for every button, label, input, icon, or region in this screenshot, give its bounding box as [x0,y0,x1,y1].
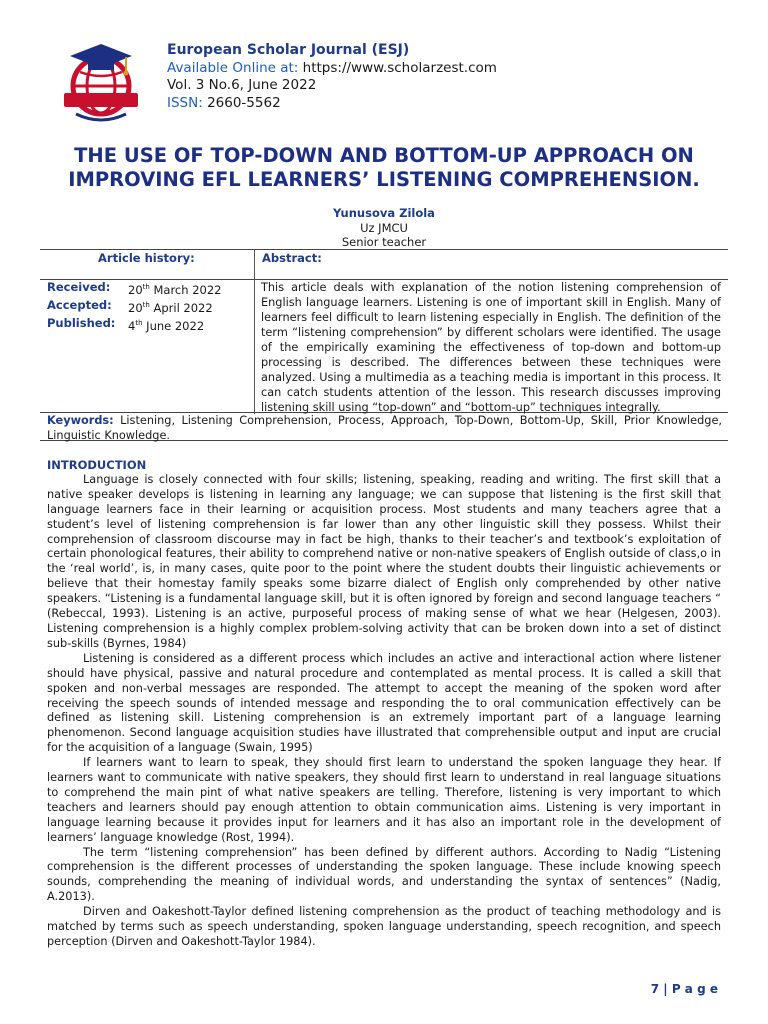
accepted-day: 20 [128,300,143,315]
author-affiliation: Uz JMCU [360,220,408,235]
accepted-rest: April 2022 [149,300,213,315]
article-info-table [40,249,728,441]
journal-header [167,42,497,112]
published-row [47,316,221,334]
author-position: Senior teacher [341,235,427,249]
received-day: 20 [128,282,143,297]
title-line-2: IMPROVING EFL LEARNERS’ LISTENING COMPREHENSION. [68,168,700,191]
introduction-heading: INTRODUCTION [47,458,147,472]
introduction-section [47,458,721,950]
published-day: 4 [128,318,136,333]
author-name: Yunusova Zilola [333,206,435,220]
page-number: 7 | P a g e [650,982,718,996]
paragraph: Dirven and Oakeshott-Taylor defined listening comprehension as the product of teaching methodology and is matched by terms such as speech understanding, spoken language understanding, speech recognition, and speech perception (Dirven and Oakeshott-Taylor 1984). [47,905,721,948]
article-history-header: Article history: [98,251,195,265]
accepted-label: Accepted: [47,297,112,312]
journal-name: European Scholar Journal (ESJ) [167,42,410,58]
article-dates [47,280,221,333]
table-divider [254,249,255,414]
available-label: Available Online at: [167,59,299,76]
journal-volume: Vol. 3 No.6, June 2022 [167,77,317,93]
published-label: Published: [47,315,116,330]
paper-title [40,144,728,192]
paragraph: If learners want to learn to speak, they should first learn to understand the spoken language they hear. If learners want to communicate with native speakers, they should first learn to understand in real language situations to comprehend the main pint of what native speakers are telling. Therefore, listening is very important to which teachers and learners should pay enough attention to obtain communication aims. Listening is very important in language learning because it provides input for learners and it has also an important role in the development of learners’ language knowledge (Rost, 1994). [47,756,721,844]
received-rest: March 2022 [149,282,222,297]
abstract-header: Abstract: [262,251,322,265]
published-rest: June 2022 [142,318,205,333]
abstract-text: This article deals with explanation of the notion listening comprehension of English language learners. Listening is one of important skill in English. Many of learners feel difficult to learn listening especially in English. The definition of the term “listening comprehension” by different scholars were identified. The usage of the empirically examining the effectiveness of top-down and bottom-up processing is described. The differences between these techniques were analyzed. Using a multimedia as a teaching media is important in this process. It can catch students attention of the lesson. This research discusses improving listening skill using “top-down” and “bottom-up” techniques integrally. [261,281,721,414]
accepted-row [47,298,221,316]
received-label: Received: [47,280,111,294]
title-line-1: THE USE OF TOP-DOWN AND BOTTOM-UP APPROACH ON [74,144,694,167]
table-rule [40,249,728,250]
paragraph: The term “listening comprehension” has been defined by different authors. According to Nadig “Listening comprehension is the different processes of understanding the spoken language. These include knowing speech sounds, comprehending the meaning of individual words, and understanding the syntax of sentences” (Nadig, A.2013). [47,845,721,904]
received-row [47,280,221,298]
accepted-sup: th [142,300,150,309]
paragraph: Language is closely connected with four skills; listening, speaking, reading and writing. The first skill that a native speaker develops is listening in learning any language; we can suppose that listening is the first skill that language learners face in their learning or acquisition process. Most students and many teachers agree that a student’s level of listening comprehension is far lower than any other linguistic skill they possess. Whilst their comprehension of classroom discourse may in fact be high, thanks to their teacher’s and textbook’s exploitation of certain phonological features, their ability to comprehend native or non-native speakers of English outside of class,o in the ‘real world’, is, in many cases, quite poor to the point where the student doubts their linguistic achievements or believe that their homestay family speaks some bizarre dialect of English only comprehended by other native speakers. “Listening is a fundamental language skill, but it is often ignored by foreign and second language teachers “ (Rebeccal, 1993). Listening is an active, purposeful process of making sense of what we hear (Helgesen, 2003). Listening comprehension is a highly complex problem-solving activity that can be broken down into a set of distinct sub-skills (Byrnes, 1984) [47,472,721,650]
issn-value: 2660-5562 [207,94,281,111]
journal-logo [58,40,144,126]
author-block [0,206,768,250]
keywords-text: Listening, Listening Comprehension, Process, Approach, Top-Down, Bottom-Up, Skill, Prior Knowledge, Linguistic Knowledge. [47,414,722,442]
keywords [47,413,722,443]
journal-url[interactable]: https://www.scholarzest.com [302,59,497,76]
published-sup: th [135,318,143,327]
issn-label: ISSN: [167,94,203,111]
received-sup: th [142,283,150,291]
paragraph: Listening is considered as a different process which includes an active and interactional action where listener should have physical, passive and natural procedure and contemplated as mental process. It is called a skill that spoken and non-verbal messages are responded. The attempt to accept the meaning of the spoken word after receiving the speech sounds of intended message and responding the to oral communication effectively can be defined as listening skill. Listening comprehension is an extremely important part of a language learning phenomenon. Second language acquisition studies have illustrated that comprehensible output and input are crucial for the acquisition of a language (Swain, 1995) [47,651,721,755]
keywords-label: Keywords: [47,414,114,427]
